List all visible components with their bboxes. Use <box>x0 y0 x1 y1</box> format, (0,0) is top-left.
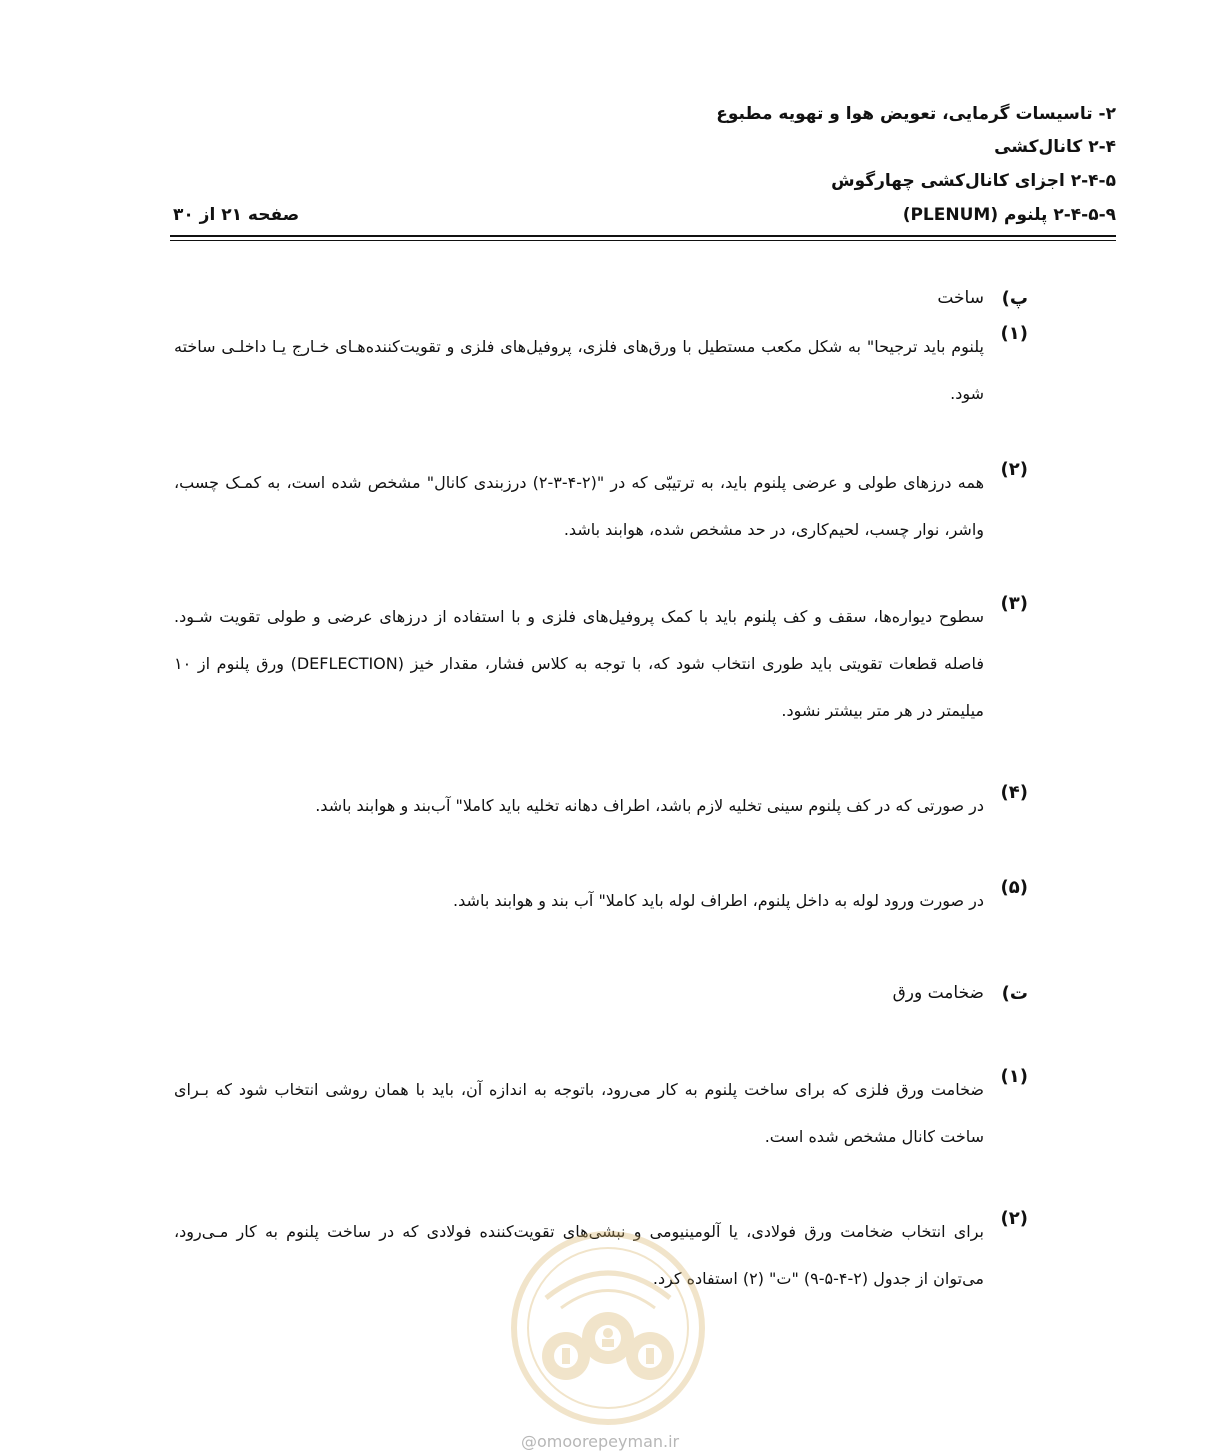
header-chapter: ۲- تاسیسات گرمایی، تعویض هوا و تهویه مطبوع <box>716 104 1116 124</box>
section-marker: ت) <box>1001 983 1028 1004</box>
item-text: ضخامت ورق فلزی که برای ساخت پلنوم به کار می‌رود، باتوجه به اندازه آن، باید با همان روشی انتخاب شود که بـرای ساخت کانال مشخص شده است. <box>174 1080 984 1146</box>
page-number: صفحه ۲۱ از ۳۰ <box>173 205 300 225</box>
item-marker: (۱) <box>1000 323 1028 344</box>
list-item <box>168 1066 1028 1166</box>
header-section: ۲-۴ کانال‌کشی <box>994 137 1116 157</box>
watermark-seal-icon <box>506 1228 710 1428</box>
header-topic: ۲-۴-۵-۹ پلنوم (PLENUM) <box>902 205 1116 225</box>
item-text: پلنوم باید ترجیحا" به شکل مکعب مستطیل با ورق‌های فلزی، پروفیل‌های فلزی و تقویت‌کننده‌هـای خـارج یـا داخلـی ساخته شود. <box>174 337 984 403</box>
section-title: ساخت <box>937 288 984 308</box>
section-title: ضخامت ورق <box>892 983 984 1003</box>
list-item <box>168 593 1028 743</box>
header-divider-thin <box>170 240 1116 241</box>
item-marker: (۲) <box>1000 459 1028 480</box>
item-text: برای انتخاب ضخامت ورق فولادی، یا آلومینیومی و نبشی‌های تقویت‌کننده فولادی که در ساخت پلنوم به کار مـی‌رود، می‌توان از جدول (۲-۴-۵-۹) "ت" (۲) استفاده کرد. <box>174 1222 984 1288</box>
watermark-site: @omoorepeyman.ir <box>521 1432 680 1451</box>
item-marker: (۴) <box>1000 782 1028 803</box>
item-text: سطوح دیواره‌ها، سقف و کف پلنوم باید با کمک پروفیل‌های فلزی و با استفاده از درزهای عرضی و طولی تقویت شـود. فاصله قطعات تقویتی باید طوری انتخاب شود که، با توجه به کلاس فشار، مقدار خیز (DEFLECTION) ورق پلنوم از ۱۰ میلیمتر در هر متر بیشتر نشود. <box>174 607 984 720</box>
item-marker: (۵) <box>1000 877 1028 898</box>
item-text: در صورتی که در کف پلنوم سینی تخلیه لازم باشد، اطراف دهانه تخلیه باید کاملا" آب‌بند و هوابند باشد. <box>315 796 984 815</box>
item-marker: (۳) <box>1000 593 1028 614</box>
section-t-heading <box>628 983 1028 1013</box>
item-text: در صورت ورود لوله به داخل پلنوم، اطراف لوله باید کاملا" آب بند و هوابند باشد. <box>453 891 984 910</box>
header-divider <box>170 235 1116 237</box>
list-item <box>168 877 1028 927</box>
list-item <box>168 459 1028 559</box>
list-item <box>168 323 1028 423</box>
item-text: همه درزهای طولی و عرضی پلنوم باید، به ترتیبّی که در "(۲-۴-۳-۲) درزبندی کانال" مشخص شده است، به کمـک چسب، واشر، نوار چسب، لحیم‌کاری، در حد مشخص شده، هوابند باشد. <box>174 473 985 539</box>
item-marker: (۲) <box>1000 1208 1028 1229</box>
section-p-heading <box>628 288 1028 318</box>
item-marker: (۱) <box>1000 1066 1028 1087</box>
list-item <box>168 782 1028 832</box>
section-marker: پ) <box>1001 288 1028 309</box>
header-subsection: ۲-۴-۵ اجزای کانال‌کشی چهارگوش <box>831 171 1116 191</box>
